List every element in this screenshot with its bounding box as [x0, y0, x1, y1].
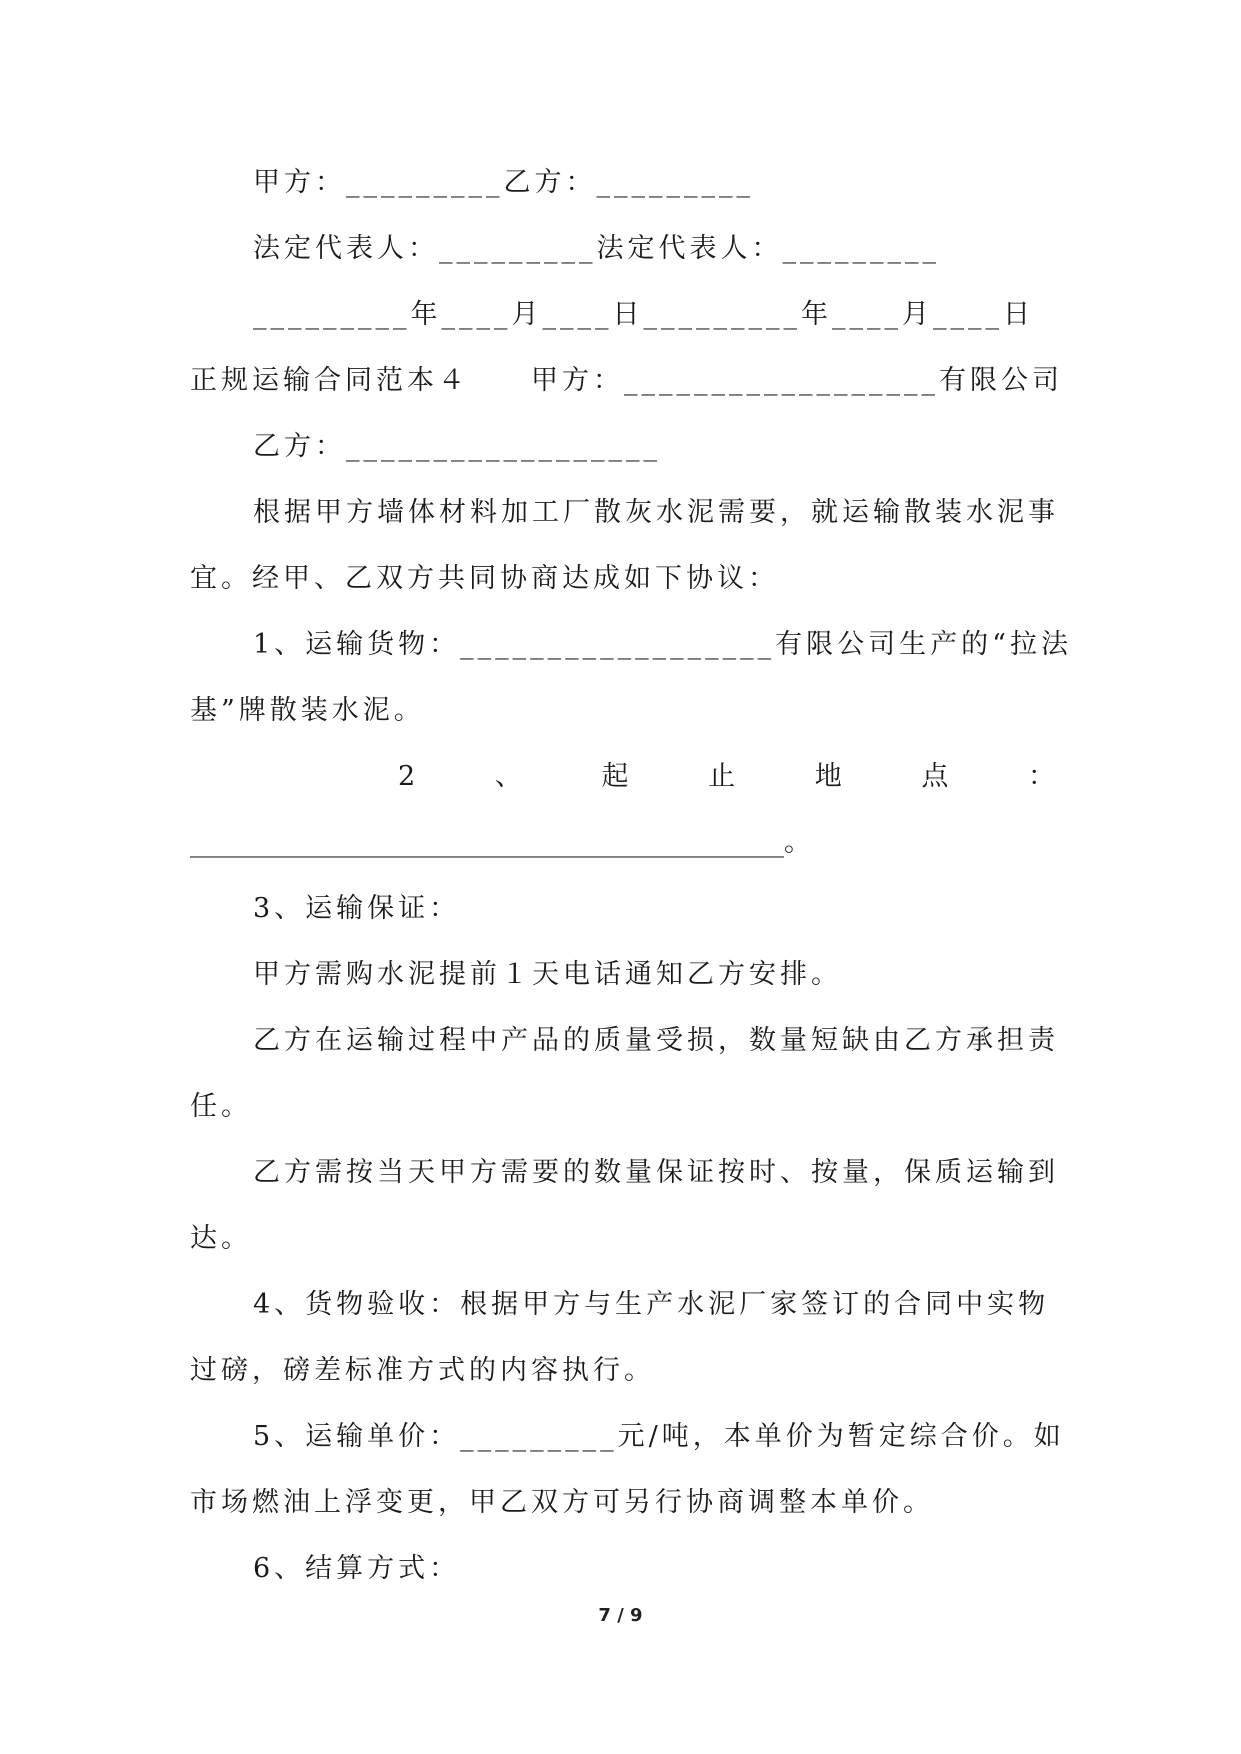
text-line-clause-1: 1、运输货物：__________________有限公司生产的“拉法: [253, 629, 1072, 660]
text-line-party-b: 乙方：__________________: [253, 431, 661, 462]
text-line-preamble-continued: 宜。经甲、乙双方共同协商达成如下协议：: [190, 563, 779, 594]
text-line-clause-5-continued: 市场燃油上浮变更，甲乙双方可另行协商调整本单价。: [190, 1487, 934, 1518]
text-line-clause-1-continued: 基”牌散装水泥。: [190, 695, 425, 726]
text-line-preamble: 根据甲方墙体材料加工厂散灰水泥需要，就运输散装水泥事: [253, 497, 1059, 528]
text-line-clause-3: 3、运输保证：: [253, 893, 461, 924]
text-line-clause-5: 5、运输单价：_________元/吨，本单价为暂定综合价。如: [253, 1421, 1065, 1452]
text-line-clause-4: 4、货物验收：根据甲方与生产水泥厂家签订的合同中实物: [253, 1289, 1050, 1320]
clause-2-char: 、: [494, 761, 522, 792]
clause-2-char: 地: [814, 761, 842, 792]
text-line-party-a-b: 甲方：_________乙方：_________: [253, 167, 754, 198]
clause-2-char: 点: [921, 761, 949, 792]
clause-2-char: 2: [398, 761, 416, 792]
text-line-clause-2: [398, 757, 1055, 797]
clause-2-char: ：: [1027, 761, 1055, 792]
clause-2-char: 止: [708, 761, 736, 792]
text-line-clause-3-liability: 乙方在运输过程中产品的质量受损，数量短缺由乙方承担责: [253, 1025, 1059, 1056]
text-line-clause-4-continued: 过磅，磅差标准方式的内容执行。: [190, 1355, 655, 1386]
text-line-clause-3-notice: 甲方需购水泥提前１天电话通知乙方安排。: [253, 959, 842, 990]
page-number: 7 / 9: [598, 1605, 643, 1626]
text-line-clause-3-delivery-continued: 达。: [190, 1223, 252, 1254]
text-line-clause-2-blank: ____________________________________________。: [190, 827, 811, 858]
text-line-clause-3-delivery: 乙方需按当天甲方需要的数量保证按时、按量，保质运输到: [253, 1157, 1059, 1188]
text-line-signing-dates: _________年____月____日_________年____月____日: [253, 299, 1034, 330]
text-line-contract-title-party-a: 正规运输合同范本４ 甲方：__________________有限公司: [190, 365, 1063, 396]
clause-2-char: 起: [601, 761, 629, 792]
text-line-legal-representatives: 法定代表人：_________法定代表人：_________: [253, 233, 940, 264]
text-line-clause-3-liability-continued: 任。: [190, 1091, 252, 1122]
text-line-clause-6: 6、结算方式：: [253, 1553, 461, 1584]
